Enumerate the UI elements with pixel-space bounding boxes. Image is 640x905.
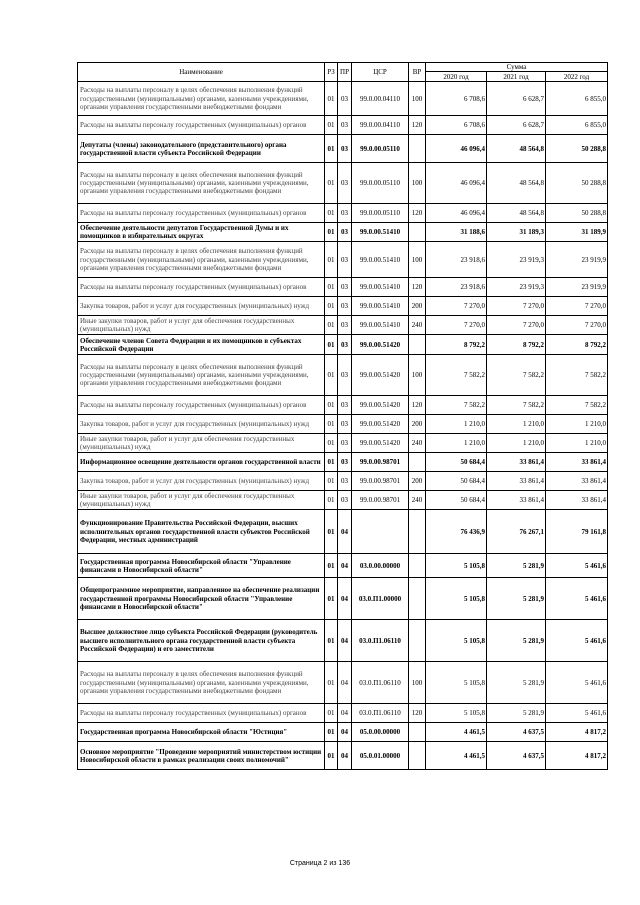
table-cell-vr: 120: [409, 704, 426, 723]
table-cell-pr: 03: [338, 472, 352, 491]
table-cell-2021: 5 281,9: [487, 554, 546, 578]
table-row: [78, 662, 608, 704]
table-cell-2020: 7 270,0: [426, 297, 487, 316]
table-cell-rz: 01: [325, 434, 338, 453]
header-csr: ЦСР: [352, 63, 409, 82]
table-cell-2021: 5 281,9: [487, 704, 546, 723]
table-cell-vr: 120: [409, 396, 426, 415]
table-cell-rz: 01: [325, 742, 338, 770]
table-cell-vr: [409, 135, 426, 163]
table-cell-rz: 01: [325, 554, 338, 578]
table-cell-2020: 5 105,8: [426, 620, 487, 662]
table-cell-2022: 23 919,9: [546, 278, 608, 297]
table-cell-name: Иные закупки товаров, работ и услуг для обеспечения государственных (муниципальных) нужд: [78, 316, 325, 335]
table-cell-csr: 03.0.П1.06110: [352, 704, 409, 723]
table-cell-csr: [352, 510, 409, 554]
table-cell-2020: 46 096,4: [426, 204, 487, 223]
table-cell-2021: 48 564,8: [487, 204, 546, 223]
table-row: [78, 242, 608, 278]
table-cell-csr: 99.0.00.98701: [352, 472, 409, 491]
table-cell-rz: 01: [325, 223, 338, 242]
table-cell-rz: 01: [325, 472, 338, 491]
table-cell-rz: 01: [325, 704, 338, 723]
table-cell-name: Расходы на выплаты персоналу государственных (муниципальных) органов: [78, 204, 325, 223]
table-row: [78, 742, 608, 770]
table-cell-csr: 99.0.00.51410: [352, 223, 409, 242]
header-year-2022: 2022 год: [546, 72, 608, 82]
table-cell-2020: 46 096,4: [426, 163, 487, 204]
table-cell-name: Высшее должностное лицо субъекта Российской Федерации (руководитель высшего исполнительного органа государственной власти субъекта Российской Федерации) и его заместители: [78, 620, 325, 662]
table-cell-csr: 03.0.00.00000: [352, 554, 409, 578]
table-row: [78, 620, 608, 662]
table-cell-vr: 200: [409, 297, 426, 316]
table-cell-vr: [409, 223, 426, 242]
table-cell-2022: 7 270,0: [546, 297, 608, 316]
table-cell-2022: 7 582,2: [546, 396, 608, 415]
table-cell-csr: 99.0.00.51420: [352, 355, 409, 396]
table-row: [78, 491, 608, 510]
table-cell-vr: [409, 453, 426, 472]
table-row: [78, 434, 608, 453]
table-cell-2020: 50 684,4: [426, 453, 487, 472]
table-cell-pr: 03: [338, 491, 352, 510]
table-cell-csr: 99.0.00.04110: [352, 82, 409, 116]
table-cell-pr: 04: [338, 704, 352, 723]
table-cell-csr: 05.0.01.00000: [352, 742, 409, 770]
header-vr: ВР: [409, 63, 426, 82]
table-cell-2022: 6 855,0: [546, 82, 608, 116]
table-cell-2022: 7 582,2: [546, 355, 608, 396]
table-cell-2020: 23 918,6: [426, 278, 487, 297]
table-cell-2020: 6 708,6: [426, 82, 487, 116]
table-cell-2022: 1 210,0: [546, 415, 608, 434]
table-cell-rz: 01: [325, 204, 338, 223]
table-row: [78, 223, 608, 242]
table-cell-pr: 04: [338, 662, 352, 704]
table-cell-2021: 5 281,9: [487, 620, 546, 662]
table-cell-vr: 100: [409, 662, 426, 704]
table-cell-name: Расходы на выплаты персоналу в целях обеспечения выполнения функций государственными (муниципальными) органами, казенными учреждениями, органами управления государственными внебюджетными фондами: [78, 662, 325, 704]
table-cell-csr: 99.0.00.98701: [352, 491, 409, 510]
table-cell-pr: 03: [338, 355, 352, 396]
table-cell-vr: 240: [409, 434, 426, 453]
table-cell-pr: 03: [338, 116, 352, 135]
table-cell-2020: 50 684,4: [426, 472, 487, 491]
table-cell-2020: 5 105,8: [426, 578, 487, 620]
table-cell-csr: 03.0.П1.06110: [352, 620, 409, 662]
table-cell-pr: 03: [338, 316, 352, 335]
table-cell-vr: 240: [409, 316, 426, 335]
table-cell-pr: 03: [338, 278, 352, 297]
table-cell-2020: 7 270,0: [426, 316, 487, 335]
table-cell-name: Государственная программа Новосибирской области "Управление финансами в Новосибирской области": [78, 554, 325, 578]
table-row: [78, 510, 608, 554]
table-cell-rz: 01: [325, 355, 338, 396]
table-cell-name: Основное мероприятие "Проведение мероприятий министерством юстиции Новосибирской области в рамках реализации своих полномочий": [78, 742, 325, 770]
table-cell-2022: 5 461,6: [546, 662, 608, 704]
table-cell-name: Депутаты (члены) законодательного (представительного) органа государственной власти субъекта Российской Федерации: [78, 135, 325, 163]
table-cell-2022: 8 792,2: [546, 335, 608, 355]
table-cell-2021: 48 564,8: [487, 163, 546, 204]
table-cell-2021: 7 582,2: [487, 355, 546, 396]
table-cell-rz: 01: [325, 163, 338, 204]
table-cell-vr: 120: [409, 278, 426, 297]
table-cell-pr: 03: [338, 163, 352, 204]
header-rz: РЗ: [325, 63, 338, 82]
table-cell-pr: 03: [338, 242, 352, 278]
table-cell-pr: 03: [338, 434, 352, 453]
table-cell-2022: 5 461,6: [546, 704, 608, 723]
table-cell-rz: 01: [325, 396, 338, 415]
table-cell-2022: 33 861,4: [546, 472, 608, 491]
table-cell-vr: 120: [409, 116, 426, 135]
table-cell-csr: 05.0.00.00000: [352, 723, 409, 742]
table-cell-name: Расходы на выплаты персоналу государственных (муниципальных) органов: [78, 396, 325, 415]
table-row: [78, 316, 608, 335]
table-cell-vr: [409, 742, 426, 770]
table-cell-name: Иные закупки товаров, работ и услуг для обеспечения государственных (муниципальных) нужд: [78, 491, 325, 510]
table-cell-rz: 01: [325, 620, 338, 662]
table-cell-rz: 01: [325, 278, 338, 297]
table-cell-2020: 1 210,0: [426, 434, 487, 453]
table-cell-rz: 01: [325, 135, 338, 163]
table-cell-name: Расходы на выплаты персоналу государственных (муниципальных) органов: [78, 704, 325, 723]
table-cell-vr: 200: [409, 472, 426, 491]
table-cell-2022: 4 817,2: [546, 742, 608, 770]
table-cell-name: Расходы на выплаты персоналу государственных (муниципальных) органов: [78, 278, 325, 297]
table-row: [78, 135, 608, 163]
table-cell-name: Обеспечение членов Совета Федерации и их помощников в субъектах Российской Федерации: [78, 335, 325, 355]
table-cell-name: Расходы на выплаты персоналу в целях обеспечения выполнения функций государственными (муниципальными) органами, казенными учреждениями, органами управления государственными внебюджетными фондами: [78, 242, 325, 278]
table-cell-csr: 99.0.00.05110: [352, 135, 409, 163]
table-cell-csr: 99.0.00.51420: [352, 335, 409, 355]
table-cell-name: Закупка товаров, работ и услуг для государственных (муниципальных) нужд: [78, 297, 325, 316]
table-cell-2020: 7 582,2: [426, 355, 487, 396]
table-row: [78, 453, 608, 472]
table-cell-name: Расходы на выплаты персоналу в целях обеспечения выполнения функций государственными (муниципальными) органами, казенными учреждениями, органами управления государственными внебюджетными фондами: [78, 163, 325, 204]
table-cell-csr: 03.0.П1.06110: [352, 662, 409, 704]
table-cell-2020: 7 582,2: [426, 396, 487, 415]
table-cell-2021: 4 637,5: [487, 742, 546, 770]
table-cell-2022: 5 461,6: [546, 578, 608, 620]
table-cell-name: Информационное освещение деятельности органов государственной власти: [78, 453, 325, 472]
table-cell-2021: 6 628,7: [487, 82, 546, 116]
table-cell-rz: 01: [325, 453, 338, 472]
table-cell-vr: 200: [409, 415, 426, 434]
table-cell-2020: 46 096,4: [426, 135, 487, 163]
table-cell-2020: 4 461,5: [426, 742, 487, 770]
budget-table: [77, 62, 608, 770]
table-row: [78, 297, 608, 316]
table-cell-2021: 33 861,4: [487, 491, 546, 510]
table-row: [78, 415, 608, 434]
table-cell-csr: 99.0.00.51420: [352, 434, 409, 453]
table-cell-pr: 03: [338, 396, 352, 415]
table-cell-2021: 1 210,0: [487, 434, 546, 453]
table-cell-pr: 03: [338, 135, 352, 163]
table-cell-vr: 100: [409, 242, 426, 278]
table-cell-2020: 5 105,8: [426, 704, 487, 723]
table-cell-rz: 01: [325, 662, 338, 704]
table-cell-2021: 7 582,2: [487, 396, 546, 415]
table-cell-vr: 100: [409, 163, 426, 204]
table-cell-name: Иные закупки товаров, работ и услуг для обеспечения государственных (муниципальных) нужд: [78, 434, 325, 453]
table-cell-2021: 7 270,0: [487, 316, 546, 335]
table-row: [78, 204, 608, 223]
table-cell-pr: 03: [338, 335, 352, 355]
table-cell-2021: 33 861,4: [487, 453, 546, 472]
table-cell-name: Расходы на выплаты персоналу в целях обеспечения выполнения функций государственными (муниципальными) органами, казенными учреждениями, органами управления государственными внебюджетными фондами: [78, 355, 325, 396]
table-cell-2021: 5 281,9: [487, 578, 546, 620]
table-cell-2022: 31 189,9: [546, 223, 608, 242]
table-cell-name: Общепрограммное мероприятие, направленное на обеспечение реализации государственной программы Новосибирской области "Управление финансами в Новосибирской области": [78, 578, 325, 620]
table-row: [78, 163, 608, 204]
table-cell-pr: 03: [338, 415, 352, 434]
table-cell-2021: 4 637,5: [487, 723, 546, 742]
table-cell-rz: 01: [325, 415, 338, 434]
table-cell-2021: 8 792,2: [487, 335, 546, 355]
table-cell-2022: 7 270,0: [546, 316, 608, 335]
table-cell-2020: 6 708,6: [426, 116, 487, 135]
header-year-2021: 2021 год: [487, 72, 546, 82]
table-cell-name: Функционирование Правительства Российской Федерации, высших исполнительных органов государственной власти субъектов Российской Федерации, местных администраций: [78, 510, 325, 554]
table-cell-rz: 01: [325, 491, 338, 510]
table-row: [78, 723, 608, 742]
table-cell-rz: 01: [325, 723, 338, 742]
table-cell-csr: 99.0.00.51410: [352, 297, 409, 316]
table-row: [78, 82, 608, 116]
table-row: [78, 355, 608, 396]
table-row: [78, 578, 608, 620]
table-cell-2020: 1 210,0: [426, 415, 487, 434]
table-cell-2022: 6 855,0: [546, 116, 608, 135]
table-cell-csr: 03.0.П1.00000: [352, 578, 409, 620]
table-cell-rz: 01: [325, 510, 338, 554]
table-row: [78, 278, 608, 297]
table-cell-vr: 100: [409, 355, 426, 396]
table-cell-rz: 01: [325, 297, 338, 316]
table-cell-2021: 76 267,1: [487, 510, 546, 554]
header-pr: ПР: [338, 63, 352, 82]
table-cell-vr: [409, 578, 426, 620]
page-number: Страница 2 из 136: [289, 860, 351, 867]
table-cell-rz: 01: [325, 316, 338, 335]
table-cell-rz: 01: [325, 242, 338, 278]
table-cell-rz: 01: [325, 116, 338, 135]
table-cell-csr: 99.0.00.04110: [352, 116, 409, 135]
table-cell-pr: 03: [338, 297, 352, 316]
table-cell-2020: 31 188,6: [426, 223, 487, 242]
table-cell-2021: 23 919,3: [487, 278, 546, 297]
table-cell-2021: 23 919,3: [487, 242, 546, 278]
table-cell-csr: 99.0.00.05110: [352, 204, 409, 223]
table-cell-2022: 33 861,4: [546, 453, 608, 472]
table-cell-vr: 240: [409, 491, 426, 510]
header-sum: Сумма: [426, 63, 608, 72]
budget-table-page: [77, 62, 607, 770]
table-cell-pr: 03: [338, 223, 352, 242]
table-cell-csr: 99.0.00.51410: [352, 242, 409, 278]
table-cell-name: Закупка товаров, работ и услуг для государственных (муниципальных) нужд: [78, 472, 325, 491]
table-row: [78, 472, 608, 491]
table-cell-2022: 23 919,9: [546, 242, 608, 278]
table-cell-2021: 6 628,7: [487, 116, 546, 135]
table-cell-name: Государственная программа Новосибирской области "Юстиция": [78, 723, 325, 742]
table-cell-2020: 8 792,2: [426, 335, 487, 355]
table-cell-csr: 99.0.00.51420: [352, 415, 409, 434]
table-cell-name: Расходы на выплаты персоналу государственных (муниципальных) органов: [78, 116, 325, 135]
table-cell-rz: 01: [325, 578, 338, 620]
table-row: [78, 704, 608, 723]
table-cell-pr: 04: [338, 554, 352, 578]
table-cell-pr: 03: [338, 204, 352, 223]
table-cell-2020: 23 918,6: [426, 242, 487, 278]
table-cell-pr: 04: [338, 723, 352, 742]
table-cell-2022: 50 288,8: [546, 204, 608, 223]
table-cell-2022: 50 288,8: [546, 135, 608, 163]
table-cell-pr: 03: [338, 453, 352, 472]
table-cell-2021: 7 270,0: [487, 297, 546, 316]
table-cell-pr: 04: [338, 742, 352, 770]
table-cell-2022: 50 288,8: [546, 163, 608, 204]
table-cell-csr: 99.0.00.98701: [352, 453, 409, 472]
table-cell-vr: 100: [409, 82, 426, 116]
table-cell-rz: 01: [325, 82, 338, 116]
table-cell-2021: 31 189,3: [487, 223, 546, 242]
table-cell-csr: 99.0.00.51410: [352, 278, 409, 297]
table-cell-2022: 79 161,8: [546, 510, 608, 554]
table-cell-pr: 04: [338, 578, 352, 620]
table-cell-2020: 50 684,4: [426, 491, 487, 510]
table-cell-2022: 1 210,0: [546, 434, 608, 453]
table-cell-vr: [409, 335, 426, 355]
table-cell-2021: 1 210,0: [487, 415, 546, 434]
table-body: [78, 82, 608, 770]
table-cell-2020: 5 105,8: [426, 554, 487, 578]
table-cell-name: Расходы на выплаты персоналу в целях обеспечения выполнения функций государственными (муниципальными) органами, казенными учреждениями, органами управления государственными внебюджетными фондами: [78, 82, 325, 116]
table-cell-2022: 33 861,4: [546, 491, 608, 510]
table-cell-vr: [409, 510, 426, 554]
table-row: [78, 116, 608, 135]
table-cell-2022: 4 817,2: [546, 723, 608, 742]
table-cell-vr: [409, 723, 426, 742]
table-row: [78, 554, 608, 578]
table-row: [78, 396, 608, 415]
table-cell-2021: 33 861,4: [487, 472, 546, 491]
table-cell-csr: 99.0.00.51410: [352, 316, 409, 335]
table-cell-csr: 99.0.00.05110: [352, 163, 409, 204]
table-cell-rz: 01: [325, 335, 338, 355]
header-year-2020: 2020 год: [426, 72, 487, 82]
header-name: Наименование: [78, 63, 325, 82]
table-cell-2022: 5 461,6: [546, 554, 608, 578]
table-cell-vr: [409, 554, 426, 578]
table-cell-2022: 5 461,6: [546, 620, 608, 662]
table-cell-2020: 76 436,9: [426, 510, 487, 554]
table-cell-2021: 48 564,8: [487, 135, 546, 163]
table-cell-name: Обеспечение деятельности депутатов Государственной Думы и их помощников в избирательных округах: [78, 223, 325, 242]
table-cell-pr: 04: [338, 510, 352, 554]
table-cell-2020: 5 105,8: [426, 662, 487, 704]
table-cell-pr: 04: [338, 620, 352, 662]
table-cell-2020: 4 461,5: [426, 723, 487, 742]
table-cell-csr: 99.0.00.51420: [352, 396, 409, 415]
table-row: [78, 335, 608, 355]
table-cell-pr: 03: [338, 82, 352, 116]
table-cell-2021: 5 281,9: [487, 662, 546, 704]
table-cell-vr: 120: [409, 204, 426, 223]
table-cell-name: Закупка товаров, работ и услуг для государственных (муниципальных) нужд: [78, 415, 325, 434]
table-cell-vr: [409, 620, 426, 662]
